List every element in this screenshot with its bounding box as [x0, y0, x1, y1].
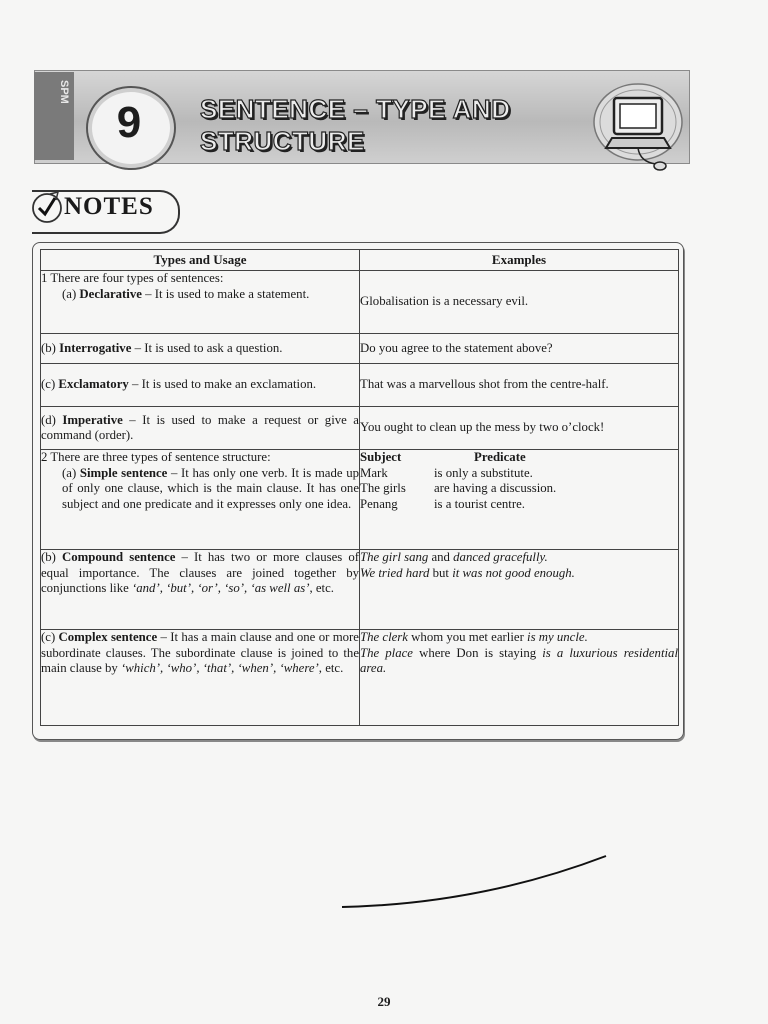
simple-sentence-cell [41, 450, 360, 550]
intro-three-structures: 2 There are three types of sentence structure: [41, 450, 271, 464]
usage-text: – It is used to make an exclamation. [128, 377, 317, 392]
declarative-example: Globalisation is a necessary evil. [360, 271, 679, 334]
imperative-cell [41, 407, 360, 450]
example-line [360, 630, 678, 646]
usage-text: – It is used to ask a question. [131, 340, 283, 355]
item-label: (a) [62, 465, 77, 480]
usage-text: – It is used to make a request or give a command (order). [41, 412, 359, 442]
sentence-types-table [40, 249, 679, 726]
clause: it was not good enough. [452, 565, 575, 580]
term: Imperative [62, 412, 123, 427]
usage-text-end: , etc. [309, 581, 334, 595]
compound-sentence-cell [41, 550, 360, 630]
subordinate-clause: where Don is staying [413, 645, 543, 660]
term: Simple sentence [79, 465, 168, 480]
declarative-description [41, 287, 359, 303]
predicate-header: Predicate [474, 450, 526, 464]
item-label: (a) [62, 286, 77, 301]
declarative-cell [41, 271, 360, 334]
subject-cell: The girls [360, 481, 406, 495]
chapter-title-line2: STRUCTURE [200, 126, 365, 156]
simple-sentence-description [41, 466, 359, 513]
table-row [41, 407, 679, 450]
item-label: (b) [41, 340, 56, 355]
term: Declarative [79, 286, 142, 301]
exclamatory-example: That was a marvellous shot from the centre-half. [360, 364, 679, 407]
example-line [360, 566, 678, 582]
clause: danced gracefully. [453, 550, 548, 564]
table-row [41, 630, 679, 726]
pencil-check-icon [30, 190, 64, 224]
computer-monitor-icon [590, 82, 686, 174]
interrogative-cell [41, 334, 360, 364]
subordinate-clause: whom you met earlier [407, 630, 528, 644]
intro-four-types: 1 There are four types of sentences: [41, 271, 224, 285]
conjunction-list: ‘and’, ‘but’, ‘or’, ‘so’, ‘as well as’ [131, 581, 310, 595]
main-clause: The place [360, 645, 413, 660]
term: Exclamatory [58, 377, 129, 392]
complex-sentence-examples [360, 630, 679, 726]
page-number: 29 [377, 994, 391, 1009]
main-clause: is my uncle. [527, 630, 588, 644]
table-row [41, 364, 679, 407]
usage-text: – It has two or more clauses of equal importance. The clauses are joined together by conjunctions like [41, 550, 360, 595]
exclamatory-cell [41, 364, 360, 407]
usage-text: – It has a main clause and one or more subordinate clauses. The subordinate clause is joined to the main clause by [41, 630, 359, 675]
subject-cell: Mark [360, 465, 388, 480]
complex-sentence-cell [41, 630, 360, 726]
item-label: (b) [41, 550, 56, 564]
usage-text-end: , etc. [318, 661, 344, 675]
item-label: (c) [41, 630, 56, 644]
item-label: (c) [41, 377, 56, 392]
table-row [41, 450, 679, 550]
clause: We tried hard [360, 565, 430, 580]
notes-heading: NOTES [64, 193, 154, 220]
header-types-and-usage: Types and Usage [41, 250, 360, 271]
subject-header: Subject [360, 450, 402, 464]
interrogative-example: Do you agree to the statement above? [360, 334, 679, 364]
usage-text: – It is used to make a statement. [141, 286, 310, 301]
predicate-cell: is a tourist centre. [434, 496, 525, 511]
banner-tab-text: SPM [58, 80, 70, 104]
imperative-example: You ought to clean up the mess by two o’clock! [360, 407, 679, 450]
header-examples: Examples [360, 250, 679, 271]
chapter-title-line1: SENTENCE – TYPE AND [200, 94, 511, 124]
term: Interrogative [59, 340, 132, 355]
main-clause: The clerk [360, 630, 408, 644]
predicate-cell: is only a substitute. [434, 465, 533, 480]
term: Complex sentence [58, 630, 158, 644]
clause: The girl sang [360, 550, 429, 564]
main-clause: is a luxurious residential area. [360, 645, 679, 675]
example-line [360, 550, 678, 566]
conjunction: but [429, 565, 453, 580]
item-label: (d) [41, 412, 56, 427]
usage-text: – It has only one verb. It is made up of only one clause, which is the main clause. It has one subject and one predicate and it expresses only one idea. [62, 465, 359, 511]
simple-sentence-examples [360, 450, 679, 550]
table-row [41, 334, 679, 364]
predicate-cell: are having a discussion. [434, 481, 557, 495]
example-line [360, 646, 678, 677]
term: Compound sentence [62, 550, 176, 564]
conjunction: and [428, 550, 454, 564]
pen-stroke-mark [340, 852, 610, 912]
conjunction-list: ‘which’, ‘who’, ‘that’, ‘when’, ‘where’ [120, 661, 319, 675]
table-row [41, 271, 679, 334]
table-row [41, 550, 679, 630]
table-header-row [41, 250, 679, 271]
subject-cell: Penang [360, 496, 398, 511]
compound-sentence-examples [360, 550, 679, 630]
subject-predicate-grid [360, 450, 678, 512]
chapter-number: 9 [116, 98, 142, 147]
